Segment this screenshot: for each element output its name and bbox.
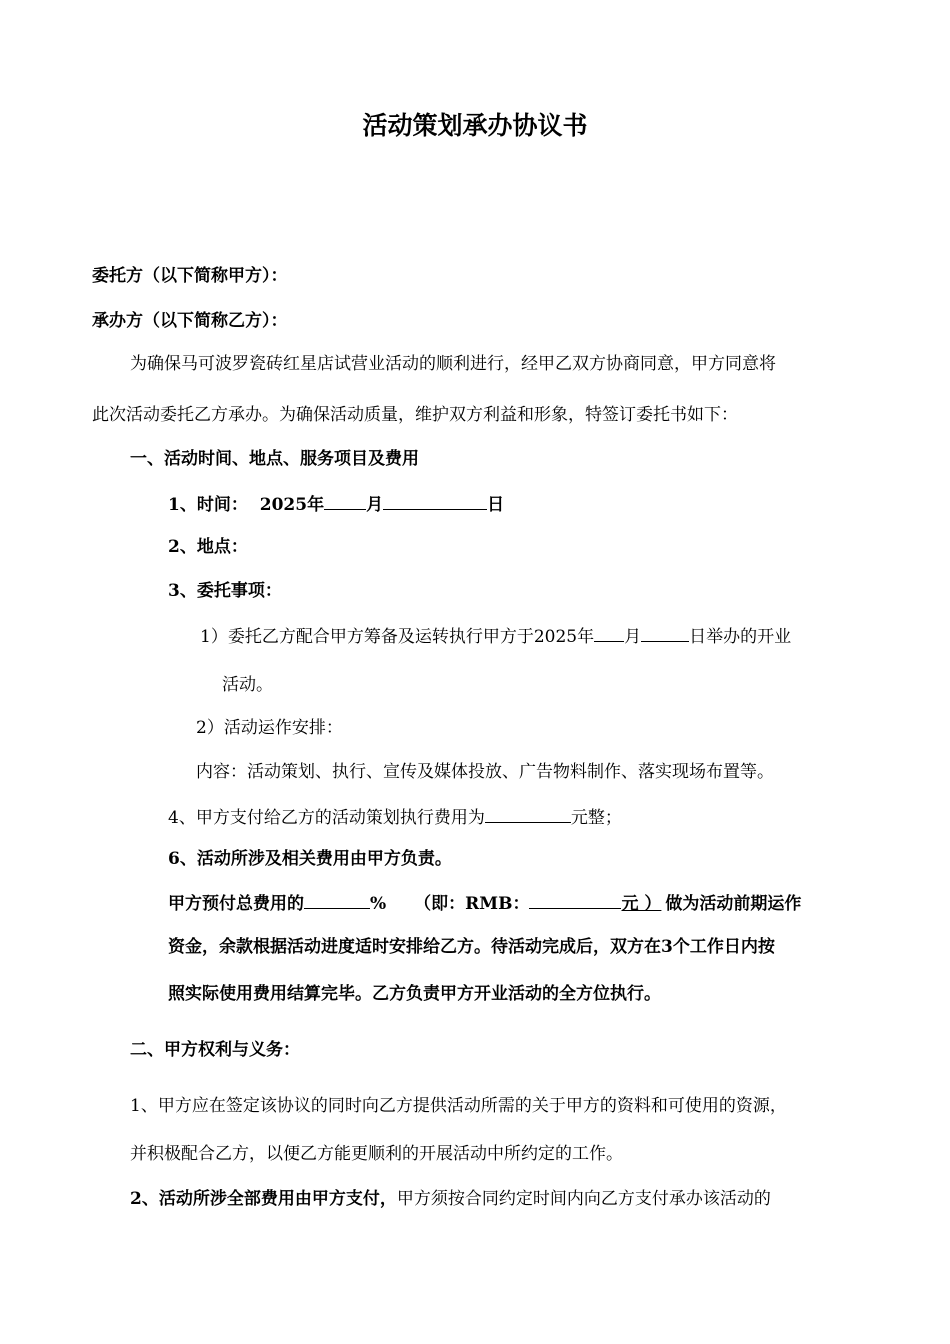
percent-blank[interactable] xyxy=(304,891,370,909)
time-day: 日 xyxy=(487,495,505,515)
matter-item-1-text-b: 日举办的开业 xyxy=(689,627,792,647)
prepay-text-b: 做为活动前期运作 xyxy=(665,894,802,914)
section-2-item-2-bold: 2、活动所涉全部费用由甲方支付， xyxy=(130,1189,397,1209)
prepay-percent: % xyxy=(370,894,387,914)
item-month-blank[interactable] xyxy=(594,624,624,642)
section-2-heading: 二、甲方权利与义务： xyxy=(130,1040,300,1060)
day-blank[interactable] xyxy=(383,492,487,510)
time-line xyxy=(168,492,504,516)
rmb-blank[interactable] xyxy=(529,891,621,909)
fee-text-b: 元整； xyxy=(570,808,622,828)
section-2-item-2-rest: 甲方须按合同约定时间内向乙方支付承办该活动的 xyxy=(396,1189,771,1209)
item-6-line: 6、活动所涉及相关费用由甲方负责。 xyxy=(168,849,452,869)
prepay-text-a: 甲方预付总费用的 xyxy=(168,894,304,914)
prepay-rmb-label: （即：RMB： xyxy=(414,894,530,914)
prepay-line-2: 资金，余款根据活动进度适时安排给乙方。待活动完成后，双方在3个工作日内按 xyxy=(168,937,775,957)
prepay-line-3: 照实际使用费用结算完毕。乙方负责甲方开业活动的全方位执行。 xyxy=(168,984,661,1004)
matter-item-1-line-1 xyxy=(200,624,791,648)
section-2-item-2-line-1 xyxy=(130,1188,771,1210)
prepay-line-1 xyxy=(168,891,801,915)
time-year: 2025年 xyxy=(259,495,325,515)
matter-item-1-month: 月 xyxy=(624,627,642,647)
intro-paragraph-line-2: 此次活动委托乙方承办。为确保活动质量，维护双方利益和形象，特签订委托书如下： xyxy=(92,405,738,425)
section-2-item-1-line-1: 1、甲方应在签定该协议的同时向乙方提供活动所需的关于甲方的资料和可使用的资源， xyxy=(130,1096,787,1116)
intro-paragraph-line-1: 为确保马可波罗瓷砖红星店试营业活动的顺利进行，经甲乙双方协商同意，甲方同意将 xyxy=(130,354,776,374)
fee-line xyxy=(168,805,622,829)
matter-item-1-text-a: 1）委托乙方配合甲方筹备及运转执行甲方于2025年 xyxy=(200,627,595,647)
matter-item-1-line-2: 活动。 xyxy=(222,675,273,695)
time-label: 1、时间： xyxy=(168,495,248,515)
section-2-item-1-line-2: 并积极配合乙方，以便乙方能更顺利的开展活动中所约定的工作。 xyxy=(130,1144,623,1164)
matters-heading: 3、委托事项： xyxy=(168,581,282,601)
prepay-yuan: 元 ） xyxy=(621,894,662,914)
time-month: 月 xyxy=(366,495,384,515)
fee-text-a: 4、甲方支付给乙方的活动策划执行费用为 xyxy=(168,808,485,828)
item-day-blank[interactable] xyxy=(641,624,689,642)
month-blank[interactable] xyxy=(324,492,366,510)
fee-blank[interactable] xyxy=(485,805,571,823)
matter-item-2: 2）活动运作安排： xyxy=(196,718,343,738)
section-1-heading: 一、活动时间、地点、服务项目及费用 xyxy=(130,449,419,469)
document-title: 活动策划承办协议书 xyxy=(362,111,588,140)
party-b-line: 承办方（以下简称乙方）： xyxy=(92,311,288,331)
place-line: 2、地点： xyxy=(168,537,248,557)
content-line: 内容：活动策划、执行、宣传及媒体投放、广告物料制作、落实现场布置等。 xyxy=(196,762,774,782)
party-a-line: 委托方（以下简称甲方）： xyxy=(92,266,288,286)
